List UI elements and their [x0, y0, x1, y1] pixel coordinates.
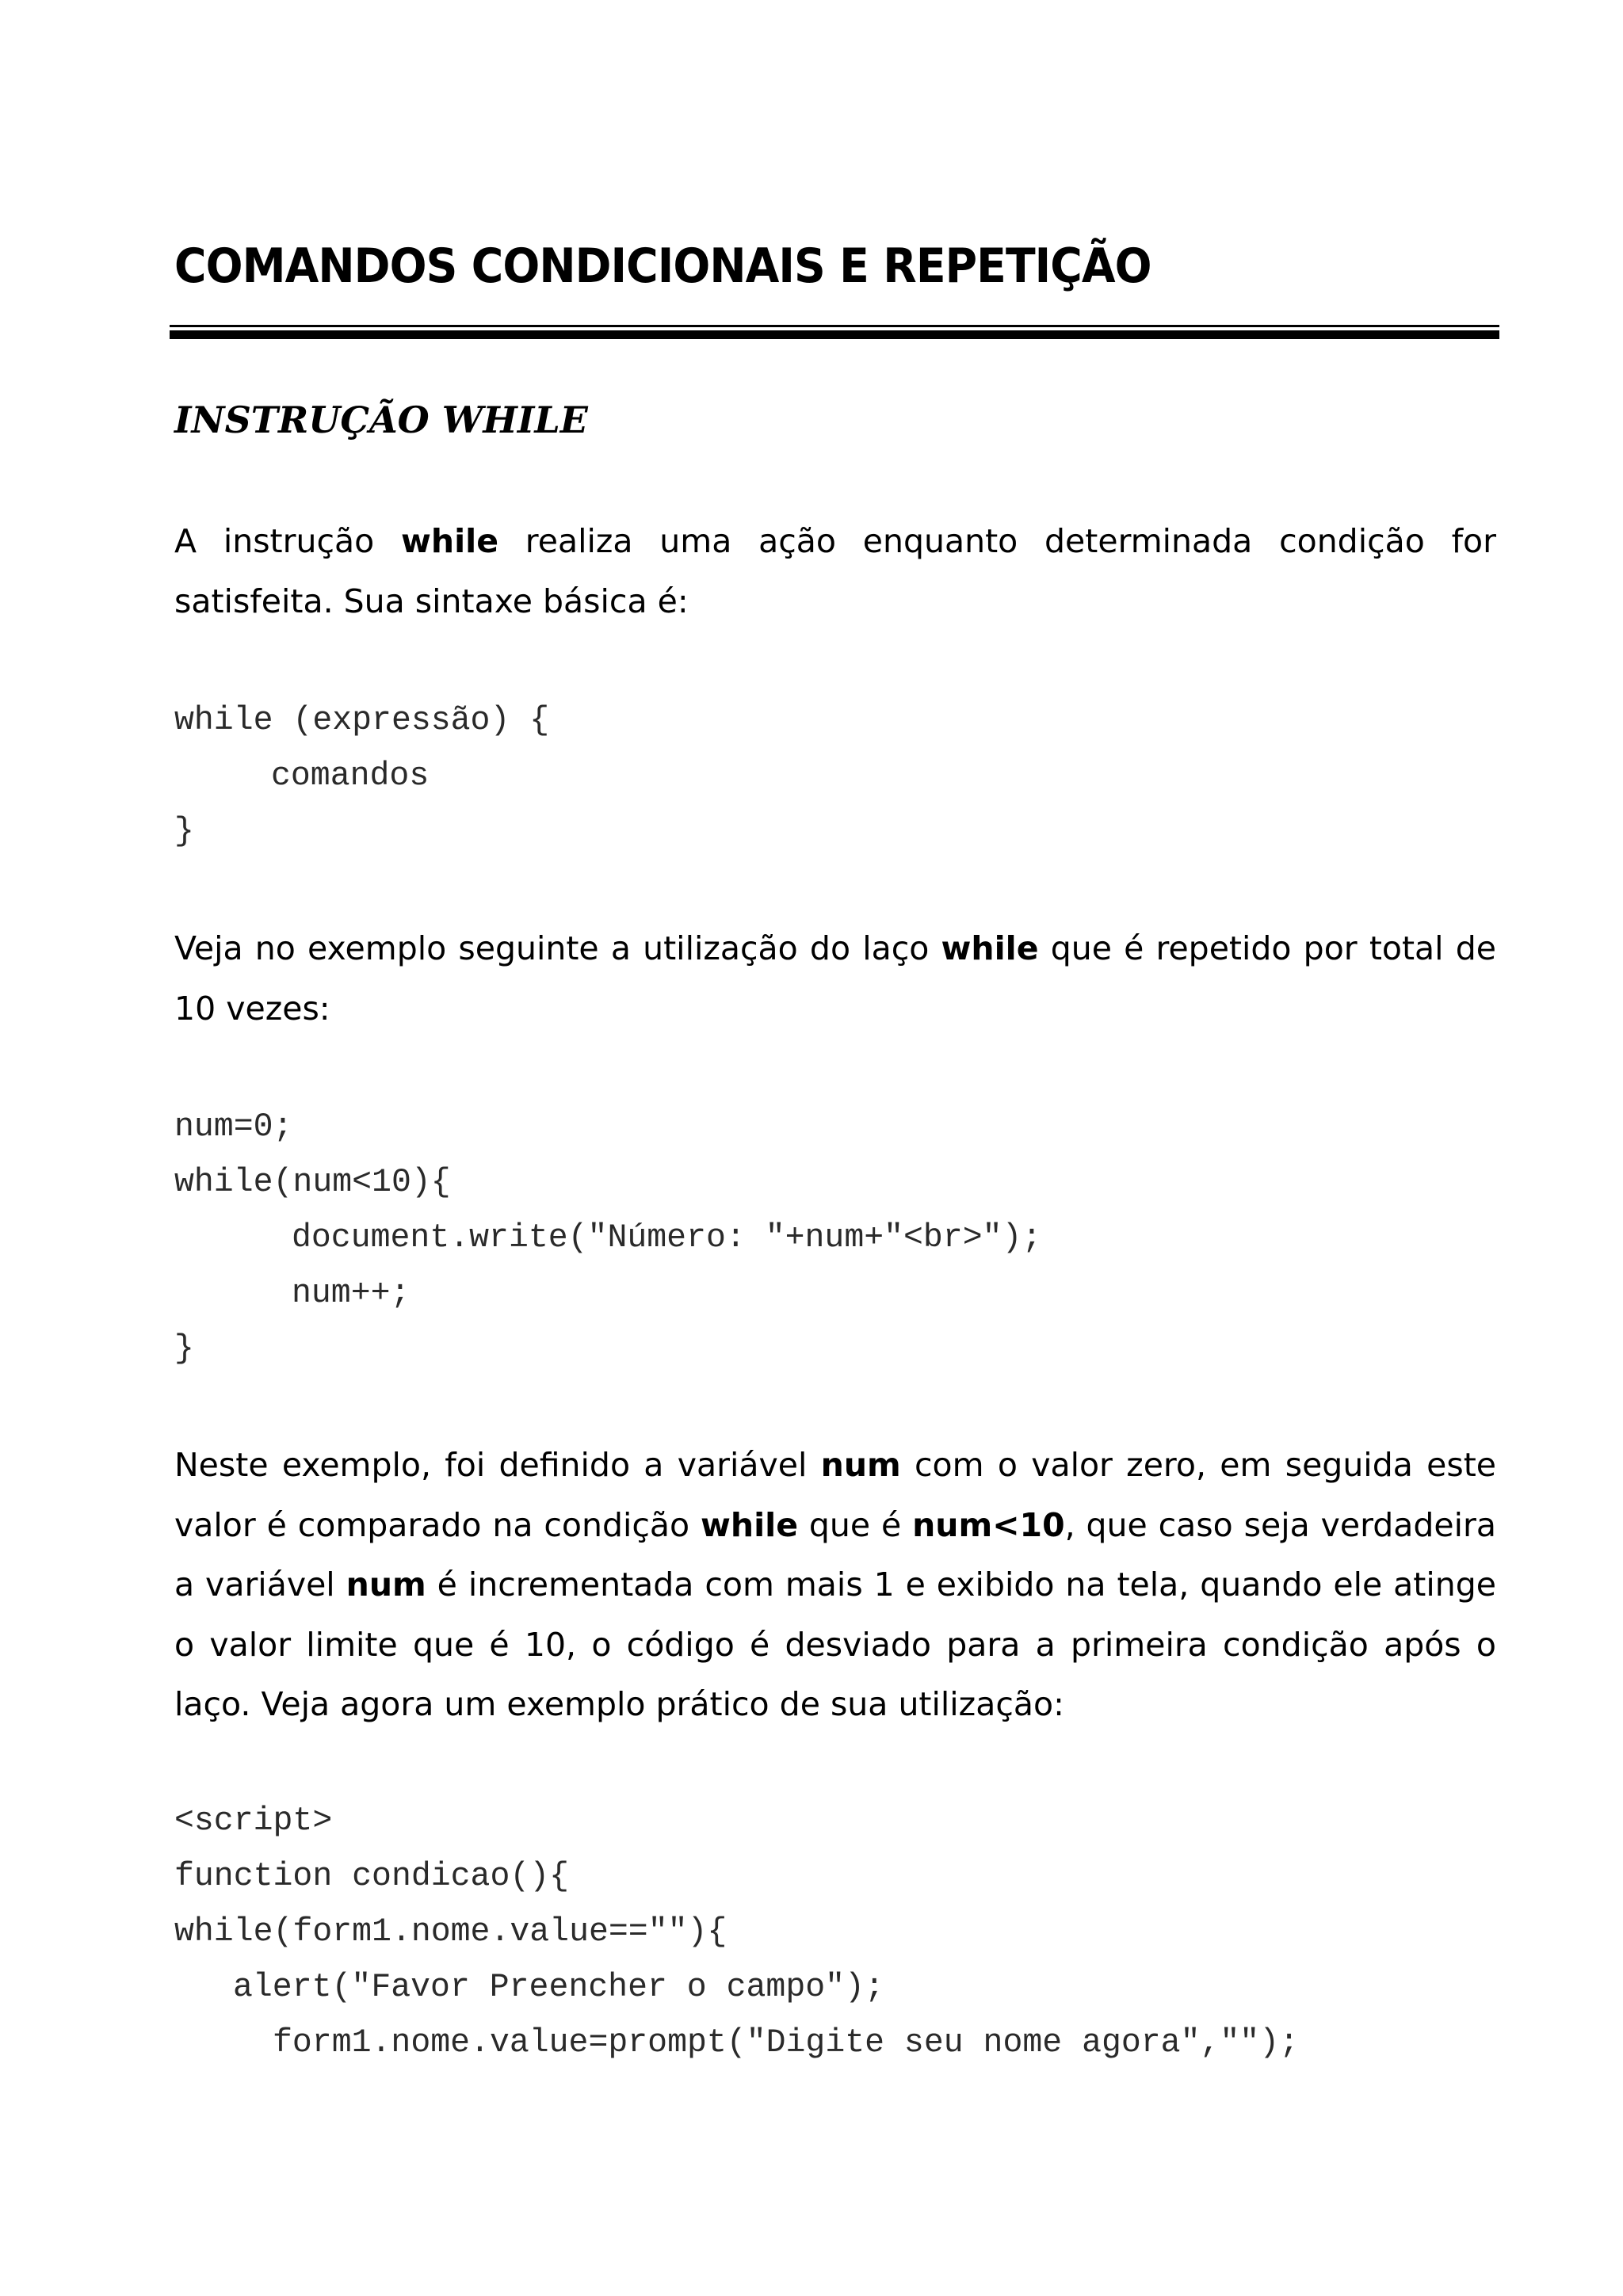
text-span: A instrução — [174, 522, 402, 560]
code-line: document.write("Número: "+num+"<br>"); — [292, 1219, 1042, 1257]
text-span: realiza uma ação enquanto determinada condição for satisfeita. Sua sintaxe básica é: — [174, 522, 1496, 620]
code-line: function condicao(){ — [174, 1858, 570, 1895]
code-line: num=0; — [174, 1108, 293, 1146]
code-line: while (expressão) { — [174, 702, 550, 739]
text-span: que é — [798, 1505, 913, 1544]
title-rule-thick — [170, 330, 1499, 339]
text-span: Neste exemplo, foi definido a variável — [174, 1446, 821, 1484]
code-line: form1.nome.value=prompt("Digite seu nome agora",""); — [273, 2024, 1300, 2061]
code-line: num++; — [292, 1275, 411, 1312]
keyword-bold: while — [401, 522, 498, 560]
code-line: while(form1.nome.value==""){ — [174, 1913, 727, 1951]
keyword-bold: num<10 — [912, 1505, 1065, 1544]
keyword-bold: num — [820, 1446, 901, 1484]
title-rule-thin — [170, 325, 1499, 327]
code-line: while(num<10){ — [174, 1164, 451, 1201]
text-span: , que caso seja verdadeira a variável — [174, 1505, 1497, 1604]
section-title: INSTRUÇÃO WHILE — [174, 399, 588, 441]
paragraph-example-intro — [174, 919, 1496, 1039]
keyword-bold: while — [941, 929, 1039, 967]
text-span: que é repetido por total de 10 vezes: — [174, 929, 1496, 1028]
paragraph-explanation — [174, 1436, 1496, 1735]
keyword-bold: while — [701, 1505, 799, 1544]
code-line: <script> — [174, 1802, 333, 1840]
chapter-title: COMANDOS CONDICIONAIS E REPETIÇÃO — [174, 238, 1151, 294]
paragraph-intro — [174, 512, 1496, 631]
keyword-bold: num — [346, 1566, 426, 1604]
text-span: é incrementada com mais 1 e exibido na tela, quando ele atinge o valor limite que é 10, o código é desviado para a primeira condição após o laço. Veja agora um exemplo prático de sua utilização: — [174, 1566, 1496, 1723]
text-span: com o valor zero, em seguida este valor é comparado na condição — [174, 1446, 1496, 1544]
text-span: Veja no exemplo seguinte a utilização do laço — [174, 929, 941, 967]
code-line: } — [174, 1330, 194, 1367]
code-line: comandos — [271, 757, 430, 795]
code-line: } — [174, 813, 194, 850]
code-line: alert("Favor Preencher o campo"); — [233, 1969, 884, 2006]
